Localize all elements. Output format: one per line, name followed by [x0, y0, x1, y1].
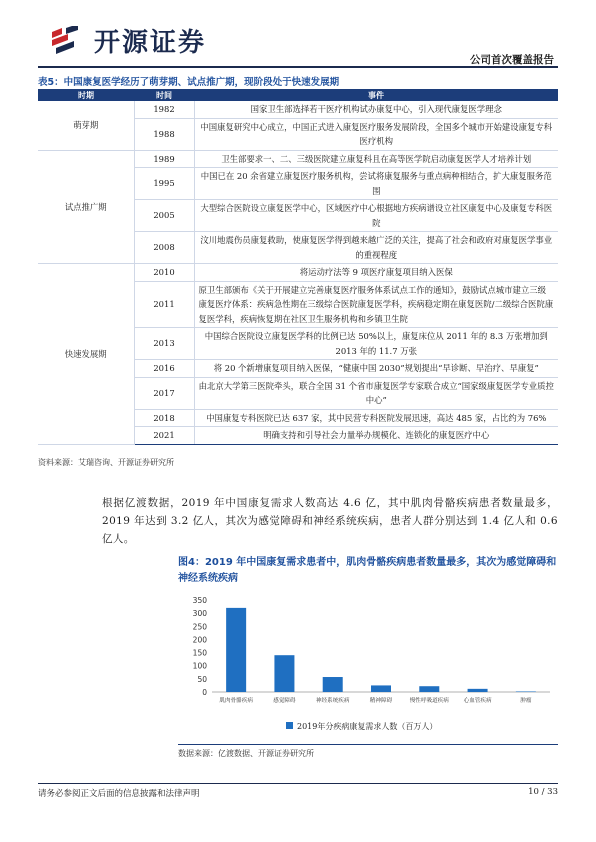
figure-title: 图4：2019 年中国康复需求患者中，肌肉骨骼疾病患者数量最多，其次为感觉障碍和神经系统疾病 — [178, 557, 557, 584]
year-cell: 2008 — [134, 232, 194, 264]
header-period: 时期 — [38, 89, 134, 101]
x-tick-label: 肿瘤 — [520, 698, 532, 704]
period-cell: 快速发展期 — [38, 264, 134, 445]
year-cell: 2021 — [134, 427, 194, 445]
table-row — [38, 264, 558, 282]
x-tick-label: 慢性呼吸道疾病 — [409, 698, 449, 704]
year-cell: 1995 — [134, 168, 194, 200]
year-cell: 2017 — [134, 377, 194, 409]
history-table — [38, 89, 558, 445]
page-header — [0, 0, 596, 66]
table-title: 表5：中国康复医学经历了萌芽期、试点推广期，现阶段处于快速发展期 — [38, 77, 340, 88]
body-paragraph: 根据亿渡数据，2019 年中国康复需求人数高达 4.6 亿，其中肌肉骨骼疾病患者数量最多，2019 年达到 3.2 亿人，其次为感觉障碍和神经系统疾病，患者人群分别达到 1.4 亿人和 0.6 亿人。 — [102, 497, 558, 545]
logo-text: 开源证券 — [94, 28, 207, 58]
footer-disclaimer: 请务必参阅正文后面的信息披露和法律声明 — [38, 789, 200, 799]
footer-divider — [38, 783, 558, 784]
period-cell: 试点推广期 — [38, 150, 134, 264]
x-tick-label: 心血管疾病 — [463, 698, 492, 704]
y-tick-label: 50 — [197, 674, 207, 684]
event-cell: 原卫生部颁布《关于开展建立完善康复医疗服务体系试点工作的通知》，鼓励试点城市建立三级康复医疗体系：疾病急性期在三级综合医院康复医学科，疾病稳定期在康复医院/二级综合医院康复医学科，疾病恢复期在社区卫生服务机构和乡镇卫生院 — [194, 281, 558, 328]
bar-0 — [226, 608, 246, 692]
figure-source: 数据来源：亿渡数据、开源证券研究所 — [178, 749, 314, 758]
year-cell: 2010 — [134, 264, 194, 282]
event-cell: 将 20 个新增康复项目纳入医保，“健康中国 2030”规划提出“早诊断、早治疗、早康复” — [194, 360, 558, 378]
y-tick-label: 0 — [202, 688, 207, 697]
year-cell: 1988 — [134, 118, 194, 150]
event-cell: 明确支持和引导社会力量举办规模化、连锁化的康复医疗中心 — [194, 427, 558, 445]
table-header-row — [38, 89, 558, 101]
header-event: 事件 — [194, 89, 558, 101]
demand-bar-chart — [178, 592, 558, 742]
event-cell: 中国康复研究中心成立，中国正式进入康复医疗服务发展阶段，全国多个城市开始建设康复专科医疗机构 — [194, 118, 558, 150]
y-tick-label: 200 — [192, 635, 207, 645]
legend-label: 2019年分疾病康复需求人数（百万人） — [297, 722, 438, 731]
page-number: 10 / 33 — [528, 787, 558, 797]
y-tick-label: 250 — [192, 622, 207, 632]
bar-6 — [516, 691, 536, 692]
y-tick-label: 150 — [192, 648, 207, 658]
bar-3 — [371, 685, 391, 692]
figure-divider — [178, 744, 558, 745]
kaiyuan-logo-icon — [48, 26, 88, 56]
event-cell: 卫生部要求一、二、三级医院建立康复科且在高等医学院启动康复医学人才培养计划 — [194, 150, 558, 168]
year-cell: 1989 — [134, 150, 194, 168]
year-cell: 2005 — [134, 200, 194, 232]
event-cell: 汶川地震伤员康复救助，使康复医学得到越来越广泛的关注，提高了社会和政府对康复医学事业的重视程度 — [194, 232, 558, 264]
table-row — [38, 150, 558, 168]
x-tick-label: 精神障碍 — [369, 698, 393, 704]
table-row — [38, 101, 558, 118]
year-cell: 2013 — [134, 328, 194, 360]
y-tick-label: 100 — [192, 661, 207, 671]
year-cell: 2011 — [134, 281, 194, 328]
bar-4 — [419, 686, 439, 692]
table-source: 资料来源：艾瑞咨询、开源证券研究所 — [38, 458, 174, 467]
event-cell: 中国康复专科医院已达 637 家，其中民营专科医院发展迅速，高达 485 家，占比约为 76% — [194, 409, 558, 427]
y-tick-label: 300 — [192, 609, 207, 619]
company-logo — [48, 22, 206, 59]
event-cell: 由北京大学第三医院牵头，联合全国 31 个省市康复医学专家联合成立“国家级康复医学专业质控中心” — [194, 377, 558, 409]
bar-1 — [274, 655, 294, 692]
event-cell: 国家卫生部选择若干医疗机构试办康复中心，引入现代康复医学理念 — [194, 101, 558, 118]
x-tick-label: 神经系统疾病 — [315, 698, 350, 704]
event-cell: 将运动疗法等 9 项医疗康复项目纳入医保 — [194, 264, 558, 282]
x-tick-label: 肌肉骨骼疾病 — [219, 698, 253, 704]
year-cell: 2016 — [134, 360, 194, 378]
header-divider — [38, 66, 558, 68]
year-cell: 1982 — [134, 101, 194, 118]
x-tick-label: 感觉障碍 — [273, 698, 296, 704]
year-cell: 2018 — [134, 409, 194, 427]
event-cell: 中国已在 20 余省建立康复医疗服务机构，尝试将康复服务与重点病种相结合，扩大康复服务范围 — [194, 168, 558, 200]
header-year: 时间 — [134, 89, 194, 101]
report-type-label: 公司首次覆盖报告 — [470, 54, 554, 66]
y-tick-label: 350 — [192, 596, 207, 605]
event-cell: 中国综合医院设立康复医学科的比例已达 50%以上，康复床位从 2011 年的 8.3 万张增加到 2013 年的 11.7 万张 — [194, 328, 558, 360]
bar-2 — [323, 677, 343, 692]
bar-5 — [468, 689, 488, 692]
period-cell: 萌芽期 — [38, 101, 134, 150]
event-cell: 大型综合医院设立康复医学中心，区域医疗中心根据地方疾病谱设立社区康复中心及康复专科医院 — [194, 200, 558, 232]
legend-swatch — [286, 722, 293, 729]
